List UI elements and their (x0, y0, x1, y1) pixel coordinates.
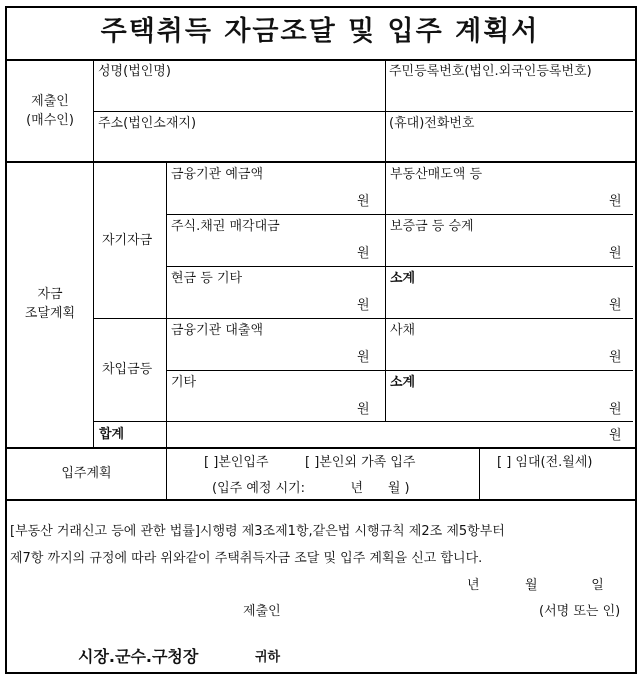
declaration-line-1: [부동산 거래신고 등에 관한 법률]시행령 제3조제1항,같은법 시행규칙 제2조 제5항부터 (10, 524, 505, 539)
declaration-line-2: 제7항 까지의 규정에 따라 위와같이 주택취득자금 조달 및 입주 계획을 신고 합니다. (10, 551, 483, 566)
registration-number-field[interactable]: 주민등록번호(법인.외국인등록번호) (389, 64, 592, 79)
form-frame (5, 6, 637, 674)
funding-plan-label: 자금 조달계획 (24, 287, 76, 321)
address-field[interactable]: 주소(법인소재지) (98, 116, 197, 131)
private-loan-field[interactable]: 사채 (390, 323, 416, 338)
recipient-title: 시장.군수.구청장 (78, 647, 199, 666)
unit-won[interactable]: 원 (609, 428, 622, 443)
cash-other-field[interactable]: 현금 등 기타 (171, 271, 243, 286)
borrowed-funds-label: 차입금등 (102, 362, 153, 377)
unit-won: 원 (357, 402, 370, 417)
total-label: 합계 (99, 427, 125, 442)
deposit-succession-field[interactable]: 보증금 등 승계 (390, 219, 474, 234)
unit-won: 원 (609, 298, 622, 313)
planned-move-in-time[interactable]: (입주 예정 시기: 년 월 ) (212, 481, 410, 496)
unit-won: 원 (357, 246, 370, 261)
signature-note[interactable]: (서명 또는 인) (539, 604, 621, 619)
divider (5, 59, 635, 61)
other-borrow-field[interactable]: 기타 (171, 375, 197, 390)
borrow-subtotal-field[interactable]: 소계 (390, 375, 416, 390)
deposit-amount-field[interactable]: 금융기관 예금액 (171, 167, 264, 182)
unit-won: 원 (609, 402, 622, 417)
own-funds-label: 자기자금 (102, 233, 153, 248)
form-title: 주택취득 자금조달 및 입주 계획서 (100, 16, 540, 47)
unit-won: 원 (609, 350, 622, 365)
own-subtotal-field[interactable]: 소계 (390, 271, 416, 286)
submitter-label: 제출인 (매수인) (26, 94, 74, 128)
submitter-signature-label: 제출인 (243, 604, 281, 619)
name-field[interactable]: 성명(법인명) (98, 64, 171, 79)
unit-won: 원 (609, 246, 622, 261)
bank-loan-field[interactable]: 금융기관 대출액 (171, 323, 264, 338)
unit-won: 원 (357, 350, 370, 365)
real-estate-sale-field[interactable]: 부동산매도액 등 (390, 167, 483, 182)
date-line[interactable]: 년 월 일 (467, 578, 604, 593)
move-in-plan-label: 입주계획 (61, 466, 112, 481)
stock-bond-sale-field[interactable]: 주식.채권 매각대금 (171, 219, 280, 234)
lease-checkbox[interactable]: [ ] 임대(전.월세) (497, 455, 593, 470)
honorific: 귀하 (255, 650, 281, 665)
unit-won: 원 (357, 298, 370, 313)
unit-won: 원 (609, 194, 622, 209)
unit-won: 원 (357, 194, 370, 209)
phone-field[interactable]: (휴대)전화번호 (389, 116, 475, 131)
self-move-in-checkbox[interactable]: [ ]본인입주 (204, 455, 269, 470)
family-move-in-checkbox[interactable]: [ ]본인외 가족 입주 (305, 455, 416, 470)
